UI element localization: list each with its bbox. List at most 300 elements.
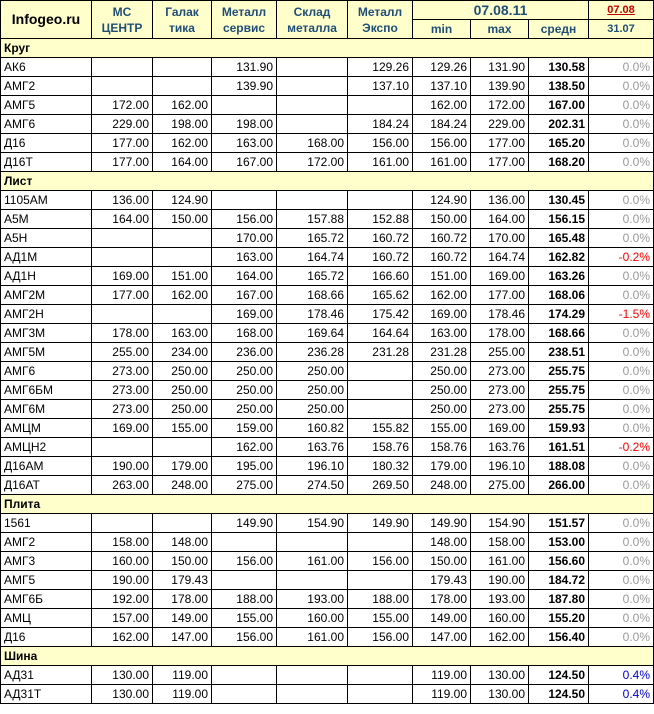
col-header-metallservis <box>212 1 277 39</box>
category-row <box>1 39 654 58</box>
table-row <box>1 381 654 400</box>
price-min: 250.00 <box>413 381 471 400</box>
price-max: 169.00 <box>471 419 529 438</box>
price-max: 190.00 <box>471 571 529 590</box>
price-metallexpo: 269.50 <box>348 476 413 495</box>
price-min: 124.90 <box>413 191 471 210</box>
price-metallexpo <box>348 191 413 210</box>
compare-date-new[interactable]: 07.08 <box>589 1 654 20</box>
price-change: 0.0% <box>589 210 654 229</box>
product-name: АМЦ <box>1 609 92 628</box>
price-change: 0.0% <box>589 590 654 609</box>
price-max: 154.90 <box>471 514 529 533</box>
price-min: 178.00 <box>413 590 471 609</box>
price-galaktika: 162.00 <box>153 286 212 305</box>
price-max: 229.00 <box>471 115 529 134</box>
price-change: 0.0% <box>589 77 654 96</box>
price-galaktika: 119.00 <box>153 685 212 704</box>
price-avg: 130.45 <box>529 191 589 210</box>
price-sklad-metalla: 161.00 <box>277 628 348 647</box>
price-min: 184.24 <box>413 115 471 134</box>
price-sklad-metalla: 164.74 <box>277 248 348 267</box>
price-metallservis: 250.00 <box>212 381 277 400</box>
price-metallservis: 164.00 <box>212 267 277 286</box>
price-change: 0.0% <box>589 552 654 571</box>
product-name: Д16 <box>1 134 92 153</box>
price-avg: 159.93 <box>529 419 589 438</box>
price-galaktika: 250.00 <box>153 362 212 381</box>
price-sklad-metalla: 160.00 <box>277 609 348 628</box>
price-galaktika: 163.00 <box>153 324 212 343</box>
price-mc-center: 263.00 <box>92 476 153 495</box>
price-metallexpo: 156.00 <box>348 552 413 571</box>
price-change: 0.0% <box>589 153 654 172</box>
product-name: АМГ6 <box>1 362 92 381</box>
price-min: 250.00 <box>413 362 471 381</box>
col-header-metallexpo-line2: Экспо <box>362 20 398 35</box>
price-max: 164.74 <box>471 248 529 267</box>
price-change: 0.0% <box>589 115 654 134</box>
price-sklad-metalla: 163.76 <box>277 438 348 457</box>
price-mc-center: 190.00 <box>92 457 153 476</box>
price-galaktika: 179.43 <box>153 571 212 590</box>
price-min: 179.00 <box>413 457 471 476</box>
price-sklad-metalla <box>277 58 348 77</box>
price-metallservis: 163.00 <box>212 248 277 267</box>
price-max: 130.00 <box>471 666 529 685</box>
product-name: АМГ3 <box>1 552 92 571</box>
price-max: 158.00 <box>471 533 529 552</box>
price-galaktika: 162.00 <box>153 96 212 115</box>
price-avg: 162.82 <box>529 248 589 267</box>
price-min: 129.26 <box>413 58 471 77</box>
price-metallexpo: 166.60 <box>348 267 413 286</box>
price-mc-center: 178.00 <box>92 324 153 343</box>
category-row <box>1 495 654 514</box>
product-name: АМЦН2 <box>1 438 92 457</box>
price-max: 178.46 <box>471 305 529 324</box>
price-galaktika: 149.00 <box>153 609 212 628</box>
price-galaktika: 248.00 <box>153 476 212 495</box>
table-row <box>1 267 654 286</box>
price-metallexpo <box>348 571 413 590</box>
price-avg: 156.60 <box>529 552 589 571</box>
price-metallexpo: 158.76 <box>348 438 413 457</box>
price-mc-center: 190.00 <box>92 571 153 590</box>
price-avg: 202.31 <box>529 115 589 134</box>
product-name: А5М <box>1 210 92 229</box>
price-change: 0.0% <box>589 134 654 153</box>
price-min: 158.76 <box>413 438 471 457</box>
price-metallexpo: 165.62 <box>348 286 413 305</box>
category-title: Плита <box>1 495 654 514</box>
product-name: 1561 <box>1 514 92 533</box>
price-max: 169.00 <box>471 267 529 286</box>
price-metallservis <box>212 666 277 685</box>
price-galaktika <box>153 438 212 457</box>
price-min: 119.00 <box>413 685 471 704</box>
price-galaktika: 250.00 <box>153 381 212 400</box>
price-change: -1.5% <box>589 305 654 324</box>
price-avg: 255.75 <box>529 400 589 419</box>
col-header-mc-center <box>92 1 153 39</box>
table-row <box>1 571 654 590</box>
category-title: Круг <box>1 39 654 58</box>
category-title: Лист <box>1 172 654 191</box>
product-name: АМГ2 <box>1 77 92 96</box>
table-row <box>1 305 654 324</box>
product-name: АМГ6БМ <box>1 381 92 400</box>
table-row <box>1 400 654 419</box>
table-row <box>1 77 654 96</box>
price-metallexpo <box>348 666 413 685</box>
product-name: АМГ6 <box>1 115 92 134</box>
col-header-galaktika-line1: Галак <box>165 4 199 19</box>
price-galaktika: 234.00 <box>153 343 212 362</box>
table-row <box>1 324 654 343</box>
product-name: АМГ5М <box>1 343 92 362</box>
col-header-galaktika-line2: тика <box>169 20 195 35</box>
product-name: Д16АТ <box>1 476 92 495</box>
table-row <box>1 457 654 476</box>
price-avg: 168.20 <box>529 153 589 172</box>
price-max: 162.00 <box>471 628 529 647</box>
product-name: Д16Т <box>1 153 92 172</box>
price-sklad-metalla <box>277 191 348 210</box>
price-min: 149.00 <box>413 609 471 628</box>
product-name: АД31 <box>1 666 92 685</box>
price-metallservis <box>212 191 277 210</box>
price-max: 178.00 <box>471 324 529 343</box>
price-max: 163.76 <box>471 438 529 457</box>
col-header-sklad-metalla <box>277 1 348 39</box>
price-sklad-metalla: 168.66 <box>277 286 348 305</box>
price-max: 177.00 <box>471 153 529 172</box>
price-change: 0.0% <box>589 343 654 362</box>
price-mc-center <box>92 438 153 457</box>
price-galaktika <box>153 58 212 77</box>
price-max: 131.90 <box>471 58 529 77</box>
price-min: 137.10 <box>413 77 471 96</box>
table-row <box>1 685 654 704</box>
price-metallexpo: 152.88 <box>348 210 413 229</box>
compare-date-old: 31.07 <box>589 20 654 39</box>
price-change: 0.0% <box>589 571 654 590</box>
price-min: 150.00 <box>413 552 471 571</box>
price-mc-center <box>92 514 153 533</box>
price-change: 0.0% <box>589 533 654 552</box>
table-body <box>1 39 654 704</box>
price-avg: 165.48 <box>529 229 589 248</box>
price-change: -0.2% <box>589 438 654 457</box>
price-metallexpo <box>348 533 413 552</box>
price-avg: 266.00 <box>529 476 589 495</box>
price-avg: 167.00 <box>529 96 589 115</box>
price-mc-center: 177.00 <box>92 134 153 153</box>
price-galaktika: 198.00 <box>153 115 212 134</box>
price-sklad-metalla <box>277 115 348 134</box>
price-mc-center: 273.00 <box>92 400 153 419</box>
price-mc-center: 162.00 <box>92 628 153 647</box>
price-min: 163.00 <box>413 324 471 343</box>
price-min: 248.00 <box>413 476 471 495</box>
price-change: 0.0% <box>589 514 654 533</box>
price-min: 148.00 <box>413 533 471 552</box>
price-mc-center: 164.00 <box>92 210 153 229</box>
price-metallservis: 275.00 <box>212 476 277 495</box>
table-row <box>1 343 654 362</box>
product-name: АД31Т <box>1 685 92 704</box>
table-row <box>1 58 654 77</box>
price-metallservis <box>212 685 277 704</box>
price-mc-center: 177.00 <box>92 286 153 305</box>
price-metallexpo: 129.26 <box>348 58 413 77</box>
product-name: АМГ5 <box>1 571 92 590</box>
price-metallservis: 156.00 <box>212 552 277 571</box>
product-name: АД1М <box>1 248 92 267</box>
price-metallservis: 236.00 <box>212 343 277 362</box>
price-metallexpo <box>348 96 413 115</box>
price-avg: 255.75 <box>529 381 589 400</box>
price-avg: 156.40 <box>529 628 589 647</box>
table-row <box>1 476 654 495</box>
price-metallexpo <box>348 362 413 381</box>
price-max: 172.00 <box>471 96 529 115</box>
price-metallservis: 162.00 <box>212 438 277 457</box>
table-row <box>1 362 654 381</box>
price-avg: 184.72 <box>529 571 589 590</box>
price-change: 0.0% <box>589 381 654 400</box>
table-row <box>1 533 654 552</box>
price-max: 177.00 <box>471 134 529 153</box>
price-metallservis: 167.00 <box>212 153 277 172</box>
price-metallservis: 155.00 <box>212 609 277 628</box>
price-change: 0.0% <box>589 400 654 419</box>
price-metallexpo <box>348 400 413 419</box>
price-min: 179.43 <box>413 571 471 590</box>
price-galaktika: 150.00 <box>153 210 212 229</box>
price-avg: 153.00 <box>529 533 589 552</box>
product-name: 1105АМ <box>1 191 92 210</box>
price-galaktika: 151.00 <box>153 267 212 286</box>
price-metallservis: 250.00 <box>212 400 277 419</box>
price-avg: 161.51 <box>529 438 589 457</box>
table-row <box>1 115 654 134</box>
price-avg: 124.50 <box>529 685 589 704</box>
price-max: 160.00 <box>471 609 529 628</box>
col-header-sklad-line2: металла <box>287 20 337 35</box>
price-metallservis <box>212 96 277 115</box>
table-row <box>1 666 654 685</box>
price-avg: 168.06 <box>529 286 589 305</box>
price-max: 255.00 <box>471 343 529 362</box>
price-min: 119.00 <box>413 666 471 685</box>
date-header: 07.08.11 <box>413 1 589 20</box>
price-mc-center <box>92 229 153 248</box>
price-galaktika: 250.00 <box>153 400 212 419</box>
price-change: 0.0% <box>589 229 654 248</box>
table-row <box>1 438 654 457</box>
price-metallexpo: 137.10 <box>348 77 413 96</box>
price-sklad-metalla: 178.46 <box>277 305 348 324</box>
category-row <box>1 647 654 666</box>
price-metallservis: 250.00 <box>212 362 277 381</box>
price-mc-center: 157.00 <box>92 609 153 628</box>
price-min: 156.00 <box>413 134 471 153</box>
price-sklad-metalla: 169.64 <box>277 324 348 343</box>
price-change: 0.0% <box>589 609 654 628</box>
table-row <box>1 628 654 647</box>
price-mc-center: 255.00 <box>92 343 153 362</box>
price-sklad-metalla: 250.00 <box>277 362 348 381</box>
price-galaktika: 150.00 <box>153 552 212 571</box>
price-mc-center: 177.00 <box>92 153 153 172</box>
col-header-metallexpo-line1: Металл <box>357 4 403 19</box>
price-mc-center: 273.00 <box>92 381 153 400</box>
product-name: АД1Н <box>1 267 92 286</box>
price-metallexpo: 188.00 <box>348 590 413 609</box>
category-title: Шина <box>1 647 654 666</box>
price-sklad-metalla: 154.90 <box>277 514 348 533</box>
price-mc-center: 169.00 <box>92 419 153 438</box>
price-mc-center: 273.00 <box>92 362 153 381</box>
price-metallexpo: 184.24 <box>348 115 413 134</box>
price-avg: 187.80 <box>529 590 589 609</box>
product-name: АМГ2М <box>1 286 92 305</box>
product-name: Д16АМ <box>1 457 92 476</box>
price-min: 160.72 <box>413 229 471 248</box>
price-galaktika: 179.00 <box>153 457 212 476</box>
price-max: 130.00 <box>471 685 529 704</box>
price-mc-center <box>92 58 153 77</box>
product-name: АМГ6М <box>1 400 92 419</box>
price-metallservis: 170.00 <box>212 229 277 248</box>
price-max: 275.00 <box>471 476 529 495</box>
col-header-galaktika <box>153 1 212 39</box>
price-change: 0.4% <box>589 685 654 704</box>
price-metallservis: 188.00 <box>212 590 277 609</box>
price-min: 149.90 <box>413 514 471 533</box>
price-metallexpo: 231.28 <box>348 343 413 362</box>
price-galaktika: 162.00 <box>153 134 212 153</box>
price-metallexpo: 175.42 <box>348 305 413 324</box>
price-avg: 163.26 <box>529 267 589 286</box>
col-header-metallexpo <box>348 1 413 39</box>
price-max: 273.00 <box>471 400 529 419</box>
price-max: 170.00 <box>471 229 529 248</box>
table-row <box>1 153 654 172</box>
price-sklad-metalla: 236.28 <box>277 343 348 362</box>
price-metallservis: 198.00 <box>212 115 277 134</box>
site-logo[interactable]: Infogeo.ru <box>1 1 92 39</box>
price-metallservis: 163.00 <box>212 134 277 153</box>
price-galaktika <box>153 229 212 248</box>
price-metallexpo: 164.64 <box>348 324 413 343</box>
price-change: 0.4% <box>589 666 654 685</box>
price-metallexpo: 155.00 <box>348 609 413 628</box>
product-name: АК6 <box>1 58 92 77</box>
price-metallexpo: 180.32 <box>348 457 413 476</box>
price-min: 162.00 <box>413 96 471 115</box>
price-min: 250.00 <box>413 400 471 419</box>
price-change: 0.0% <box>589 457 654 476</box>
price-metallservis: 169.00 <box>212 305 277 324</box>
table-row <box>1 96 654 115</box>
product-name: АМГ2 <box>1 533 92 552</box>
price-metallexpo: 161.00 <box>348 153 413 172</box>
table-row <box>1 210 654 229</box>
col-header-max: max <box>471 20 529 39</box>
price-metallexpo: 156.00 <box>348 134 413 153</box>
price-metallexpo <box>348 381 413 400</box>
col-header-metallservis-line1: Металл <box>221 4 267 19</box>
price-min: 147.00 <box>413 628 471 647</box>
price-sklad-metalla: 196.10 <box>277 457 348 476</box>
price-galaktika: 119.00 <box>153 666 212 685</box>
price-sklad-metalla: 274.50 <box>277 476 348 495</box>
price-metallservis: 195.00 <box>212 457 277 476</box>
price-galaktika <box>153 305 212 324</box>
price-metallexpo <box>348 685 413 704</box>
price-change: 0.0% <box>589 58 654 77</box>
price-metallexpo: 156.00 <box>348 628 413 647</box>
price-avg: 168.66 <box>529 324 589 343</box>
price-change: -0.2% <box>589 248 654 267</box>
price-max: 161.00 <box>471 552 529 571</box>
product-name: АМГ6Б <box>1 590 92 609</box>
price-metallservis: 159.00 <box>212 419 277 438</box>
price-metallservis: 139.90 <box>212 77 277 96</box>
col-header-avg: средн <box>529 20 589 39</box>
price-sklad-metalla: 165.72 <box>277 267 348 286</box>
product-name: А5Н <box>1 229 92 248</box>
price-galaktika: 155.00 <box>153 419 212 438</box>
price-mc-center <box>92 305 153 324</box>
price-metallservis: 149.90 <box>212 514 277 533</box>
price-mc-center <box>92 248 153 267</box>
category-row <box>1 172 654 191</box>
price-min: 151.00 <box>413 267 471 286</box>
price-sklad-metalla: 250.00 <box>277 381 348 400</box>
price-avg: 188.08 <box>529 457 589 476</box>
price-mc-center: 130.00 <box>92 685 153 704</box>
price-mc-center: 160.00 <box>92 552 153 571</box>
price-sklad-metalla: 161.00 <box>277 552 348 571</box>
price-min: 150.00 <box>413 210 471 229</box>
price-avg: 156.15 <box>529 210 589 229</box>
product-name: АМЦМ <box>1 419 92 438</box>
col-header-metallservis-line2: сервис <box>222 20 266 35</box>
price-max: 136.00 <box>471 191 529 210</box>
price-avg: 174.29 <box>529 305 589 324</box>
price-mc-center: 169.00 <box>92 267 153 286</box>
price-metallexpo: 149.90 <box>348 514 413 533</box>
product-name: АМГ3М <box>1 324 92 343</box>
price-metallservis: 156.00 <box>212 628 277 647</box>
price-avg: 165.20 <box>529 134 589 153</box>
price-galaktika: 147.00 <box>153 628 212 647</box>
price-sklad-metalla <box>277 96 348 115</box>
price-max: 164.00 <box>471 210 529 229</box>
col-header-mc-line2: ЦЕНТР <box>101 20 143 35</box>
price-change: 0.0% <box>589 286 654 305</box>
price-change: 0.0% <box>589 96 654 115</box>
price-min: 231.28 <box>413 343 471 362</box>
price-sklad-metalla <box>277 533 348 552</box>
col-header-min: min <box>413 20 471 39</box>
price-metallservis <box>212 571 277 590</box>
price-metallexpo: 160.72 <box>348 229 413 248</box>
